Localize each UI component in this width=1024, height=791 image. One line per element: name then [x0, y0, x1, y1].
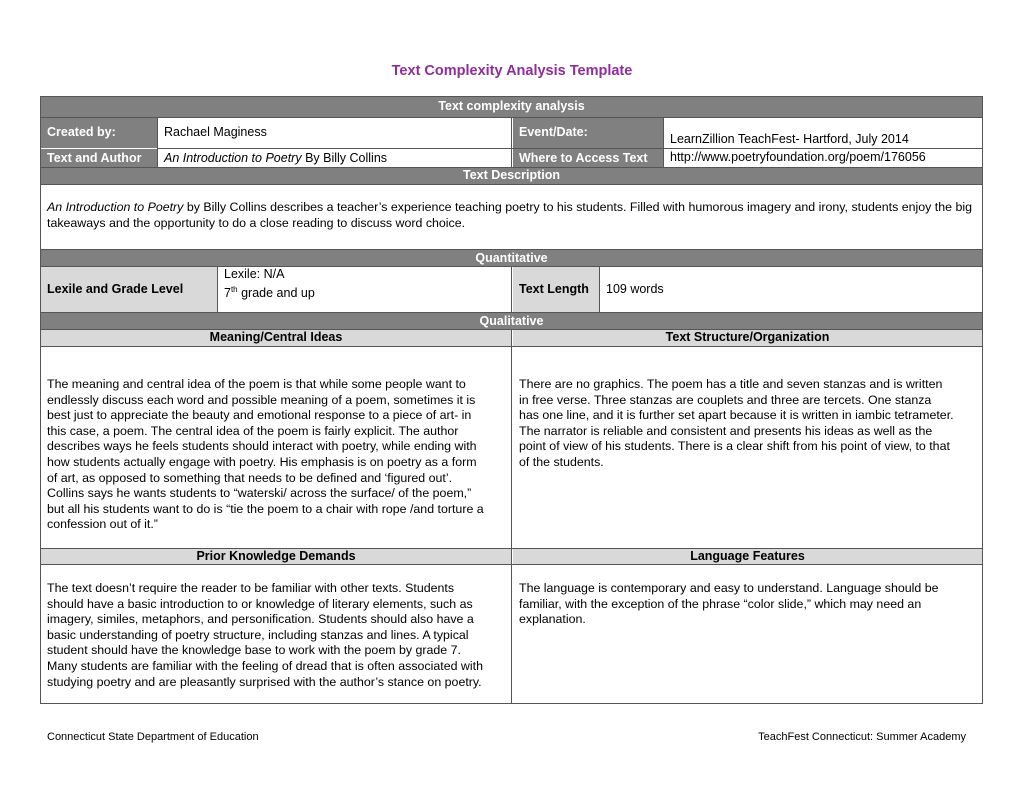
quantitative-bar: Quantitative: [41, 250, 982, 266]
page-title: Text Complexity Analysis Template: [391, 63, 633, 79]
poem-title: An Introduction to Poetry: [164, 151, 302, 165]
prior-knowledge-body: The text doesn’t require the reader to be familiar with other texts. Students should have a basic introduction to or knowledge of literary elements, such as imagery, similes, metaphors, and personification. Students should also have a basic understanding of poetry structure, including stanzas and lines. A typical student should have the knowledge base to work with the poem by grade 7. Many students are familiar with the feeling of dread that is often associated with studying poetry and are pleasantly surprised with the author’s stance on poetry.: [47, 581, 483, 689]
language-features-heading: Language Features: [513, 548, 982, 564]
divider-3: [663, 117, 664, 167]
divider-6: [599, 266, 600, 312]
grade-line: 7th grade and up: [224, 285, 315, 301]
text-description-bar: Text Description: [41, 167, 982, 184]
divider-5: [511, 266, 512, 312]
analysis-table: [40, 96, 983, 704]
created-by-value: Rachael Maginess: [164, 125, 267, 139]
structure-heading: Text Structure/Organization: [513, 329, 982, 346]
rule-7: [41, 312, 982, 313]
rule-4: [41, 184, 982, 185]
description-text: by Billy Collins describes a teacher’s experience teaching poetry to his students. Filled with humorous imagery and irony, students enjoy the big takeaways and the opportunity to do a close reading to discuss word choice.: [47, 200, 972, 230]
language-features-body: The language is contemporary and easy to understand. Language should be familiar, with the exception of the phrase “color slide,” which may need an explanation.: [519, 581, 939, 627]
divider-7: [511, 329, 512, 703]
text-author-label: Text and Author: [41, 149, 157, 167]
text-author-value: [159, 149, 511, 167]
divider-1: [157, 117, 158, 167]
prior-knowledge-heading: Prior Knowledge Demands: [41, 548, 511, 564]
created-by-label: Created by:: [41, 117, 157, 148]
rule-3: [41, 167, 982, 168]
description-poem-title: An Introduction to Poetry: [47, 200, 184, 214]
divider-4: [217, 266, 218, 312]
lexile-label: Lexile and Grade Level: [41, 266, 217, 312]
meaning-body: The meaning and central idea of the poem is that while some people want to endlessly discuss each word and possible meaning of a poem, sometimes it is best just to appreciate the beauty and emotional response to a piece of art- in this case, a poem. The central idea of the poem is fairly explicit. The author describes ways he feels students should interact with poetry, while ending with how students actually engage with poetry. His emphasis is on poetry as a form of art, as opposed to something that needs to be defined and ‘figured out’. Collins says he wants students to “waterski/ across the surface/ of the poem,” but all his students want to do is “tie the poem to a chair with rope /and torture a confession out of it.”: [47, 377, 484, 532]
poem-author: By Billy Collins: [301, 151, 388, 165]
divider-2: [511, 117, 512, 167]
table-header-bar: Text complexity analysis: [41, 97, 982, 117]
text-length-label: Text Length: [513, 266, 599, 312]
meaning-heading: Meaning/Central Ideas: [41, 329, 511, 346]
qualitative-bar: Qualitative: [41, 313, 982, 329]
where-access-label: Where to Access Text: [513, 149, 663, 167]
event-date-label: Event/Date:: [513, 117, 663, 148]
text-length-value: 109 words: [606, 282, 664, 296]
footer-right: TeachFest Connecticut: Summer Academy: [758, 731, 966, 743]
footer-left: Connecticut State Department of Education: [47, 731, 259, 743]
lexile-line: Lexile: N/A: [224, 267, 285, 281]
lexile-value: [219, 266, 511, 312]
structure-body: There are no graphics. The poem has a title and seven stanzas and is written in free verse. Three stanzas are couplets and three are tercets. One stanza has one line, and it is further set apart because it is written in iambic tetrameter. The narrator is reliable and consistent and presents his ideas as well as the point of view of his students. There is a clear shift from his point of view, to that of the students.: [519, 377, 954, 469]
text-description-body: [47, 200, 977, 231]
rule-2: [157, 148, 982, 149]
event-date-value: LearnZillion TeachFest- Hartford, July 2014: [670, 132, 909, 146]
rule-5: [41, 249, 982, 250]
where-access-link[interactable]: http://www.poetryfoundation.org/poem/176056: [670, 150, 926, 164]
